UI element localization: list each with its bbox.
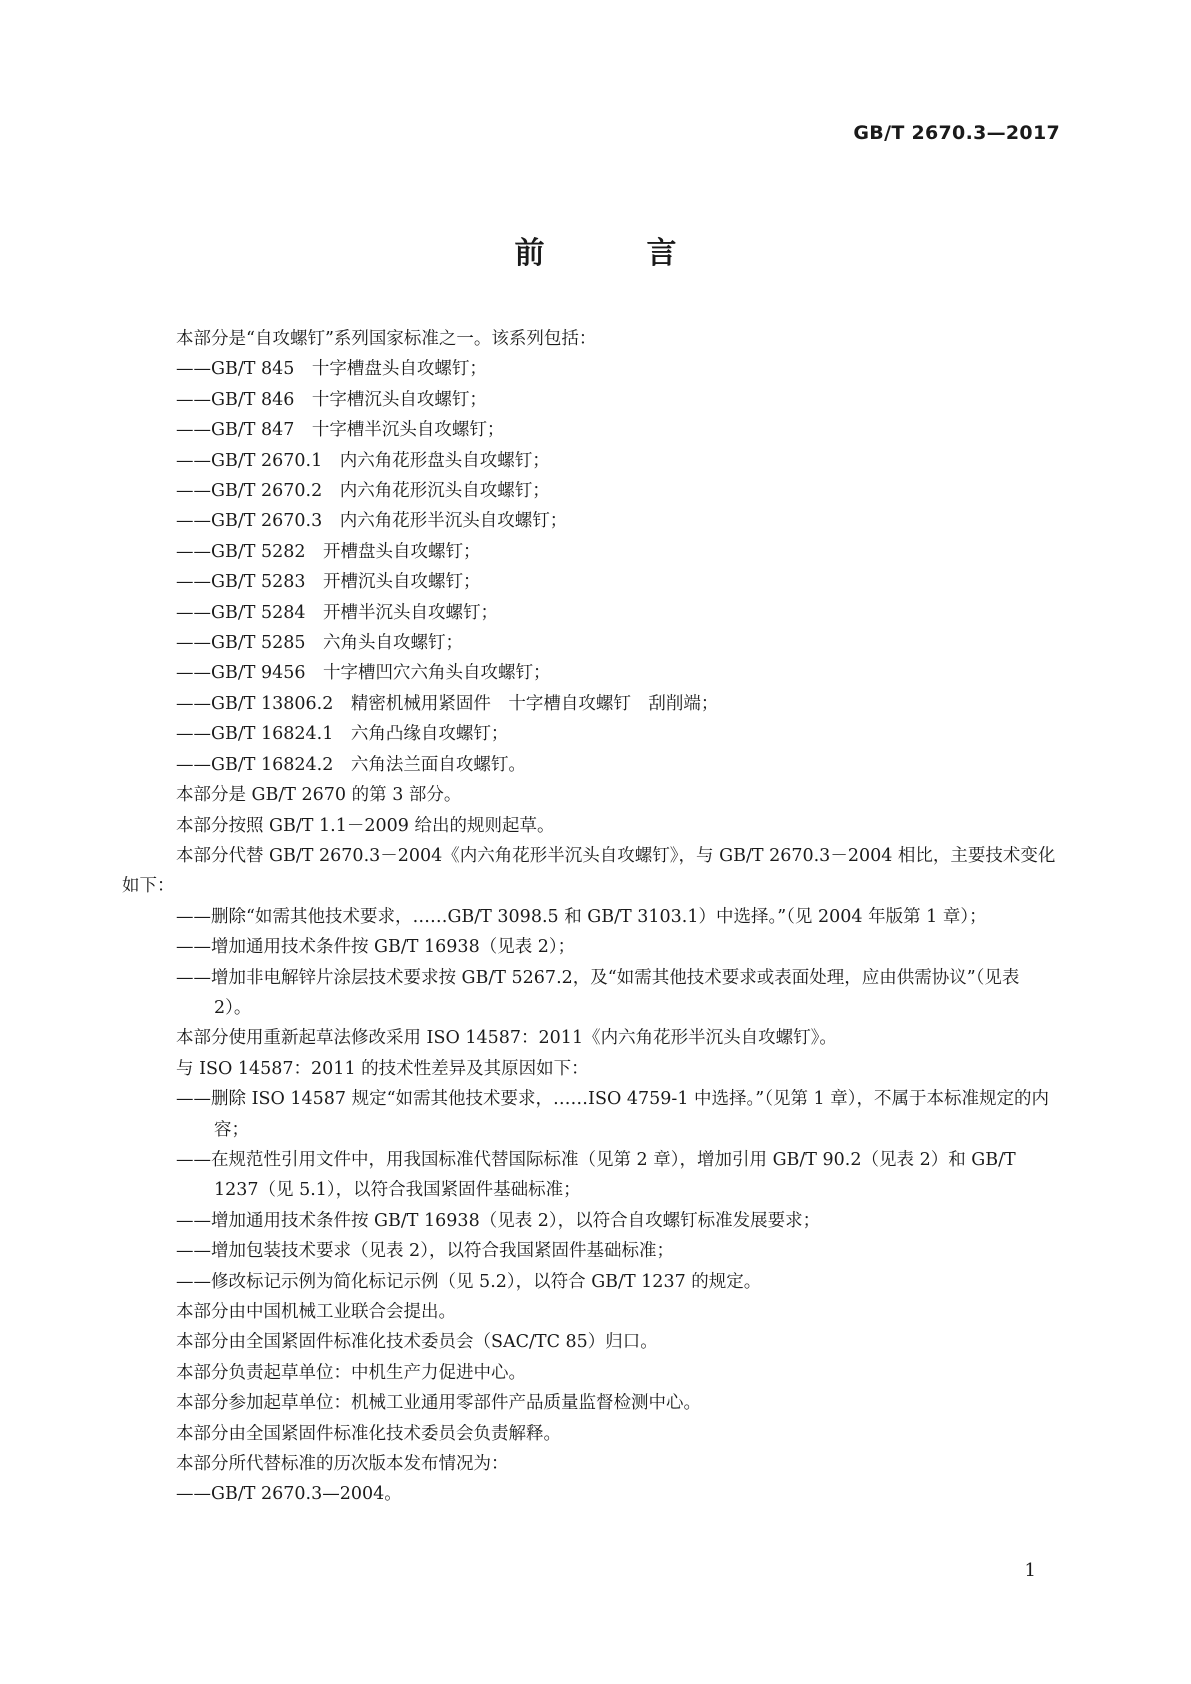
drafter-paragraph: 本部分负责起草单位：中机生产力促进中心。 — [176, 1362, 526, 1383]
list-item: ——GB/T 5282 开槽盘头自攻螺钉； — [176, 541, 481, 562]
difference-item: ——增加通用技术条件按 GB/T 16938（见表 2），以符合自攻螺钉标准发展要求； — [176, 1210, 821, 1231]
difference-paragraph: 与 ISO 14587：2011 的技术性差异及其原因如下： — [176, 1058, 589, 1079]
difference-item: ——增加包装技术要求（见表 2），以符合我国紧固件基础标准； — [176, 1241, 674, 1262]
list-item: ——GB/T 5283 开槽沉头自攻螺钉； — [176, 572, 481, 593]
change-item: ——增加通用技术条件按 GB/T 16938（见表 2）； — [176, 937, 576, 958]
list-item: ——GB/T 2670.1 内六角花形盘头自攻螺钉； — [176, 450, 550, 471]
intro-paragraph: 本部分是“自攻螺钉”系列国家标准之一。该系列包括： — [176, 329, 597, 349]
list-item: ——GB/T 13806.2 精密机械用紧固件 十字槽自攻螺钉 刮削端； — [176, 693, 719, 714]
proposed-paragraph: 本部分由中国机械工业联合会提出。 — [176, 1302, 456, 1322]
page-number: 1 — [1024, 1560, 1036, 1581]
list-item: ——GB/T 845 十字槽盘头自攻螺钉； — [176, 359, 487, 380]
iso-paragraph: 本部分使用重新起草法修改采用 ISO 14587：2011《内六角花形半沉头自攻螺钉》。 — [176, 1028, 837, 1049]
list-item: ——GB/T 847 十字槽半沉头自攻螺钉； — [176, 420, 505, 441]
list-item: ——GB/T 846 十字槽沉头自攻螺钉； — [176, 389, 487, 410]
difference-item: ——在规范性引用文件中，用我国标准代替国际标准（见第 2 章），增加引用 GB/T 90.2（见表 2）和 GB/T 1237（见 5.1），以符合我国紧固件基础标准； — [176, 1149, 1016, 1201]
replace-paragraph: 本部分代替 GB/T 2670.3－2004《内六角花形半沉头自攻螺钉》，与 GB/T 2670.3－2004 相比，主要技术变化如下： — [122, 845, 1056, 897]
part-paragraph: 本部分是 GB/T 2670 的第 3 部分。 — [176, 785, 462, 806]
centralized-paragraph: 本部分由全国紧固件标准化技术委员会（SAC/TC 85）归口。 — [176, 1332, 658, 1353]
interpretation-paragraph: 本部分由全国紧固件标准化技术委员会负责解释。 — [176, 1423, 561, 1444]
list-item: ——GB/T 2670.3 内六角花形半沉头自攻螺钉； — [176, 511, 568, 532]
change-item: ——增加非电解锌片涂层技术要求按 GB/T 5267.2，及“如需其他技术要求或表面处理，应由供需协议”（见表 2）。 — [176, 967, 1020, 1018]
history-item: ——GB/T 2670.3—2004。 — [176, 1484, 402, 1505]
list-item: ——GB/T 16824.1 六角凸缘自攻螺钉； — [176, 724, 509, 745]
list-item: ——GB/T 5284 开槽半沉头自攻螺钉； — [176, 602, 499, 623]
document-body — [122, 324, 1062, 1510]
participant-paragraph: 本部分参加起草单位：机械工业通用零部件产品质量监督检测中心。 — [176, 1393, 701, 1414]
change-item: ——删除“如需其他技术要求，……GB/T 3098.5 和 GB/T 3103.1）中选择。”（见 2004 年版第 1 章）； — [176, 906, 987, 927]
difference-item: ——修改标记示例为简化标记示例（见 5.2），以符合 GB/T 1237 的规定。 — [176, 1271, 762, 1292]
list-item: ——GB/T 9456 十字槽凹穴六角头自攻螺钉； — [176, 663, 551, 684]
standard-code: GB/T 2670.3—2017 — [853, 122, 1060, 144]
list-item: ——GB/T 5285 六角头自攻螺钉； — [176, 633, 464, 654]
difference-item: ——删除 ISO 14587 规定“如需其他技术要求，……ISO 4759-1 中选择。”（见第 1 章），不属于本标准规定的内容； — [176, 1089, 1049, 1140]
list-item: ——GB/T 2670.2 内六角花形沉头自攻螺钉； — [176, 481, 550, 502]
history-paragraph: 本部分所代替标准的历次版本发布情况为： — [176, 1454, 509, 1475]
rules-paragraph: 本部分按照 GB/T 1.1－2009 给出的规则起草。 — [176, 815, 555, 836]
list-item: ——GB/T 16824.2 六角法兰面自攻螺钉。 — [176, 754, 526, 775]
page-title: 前 言 — [514, 236, 713, 271]
